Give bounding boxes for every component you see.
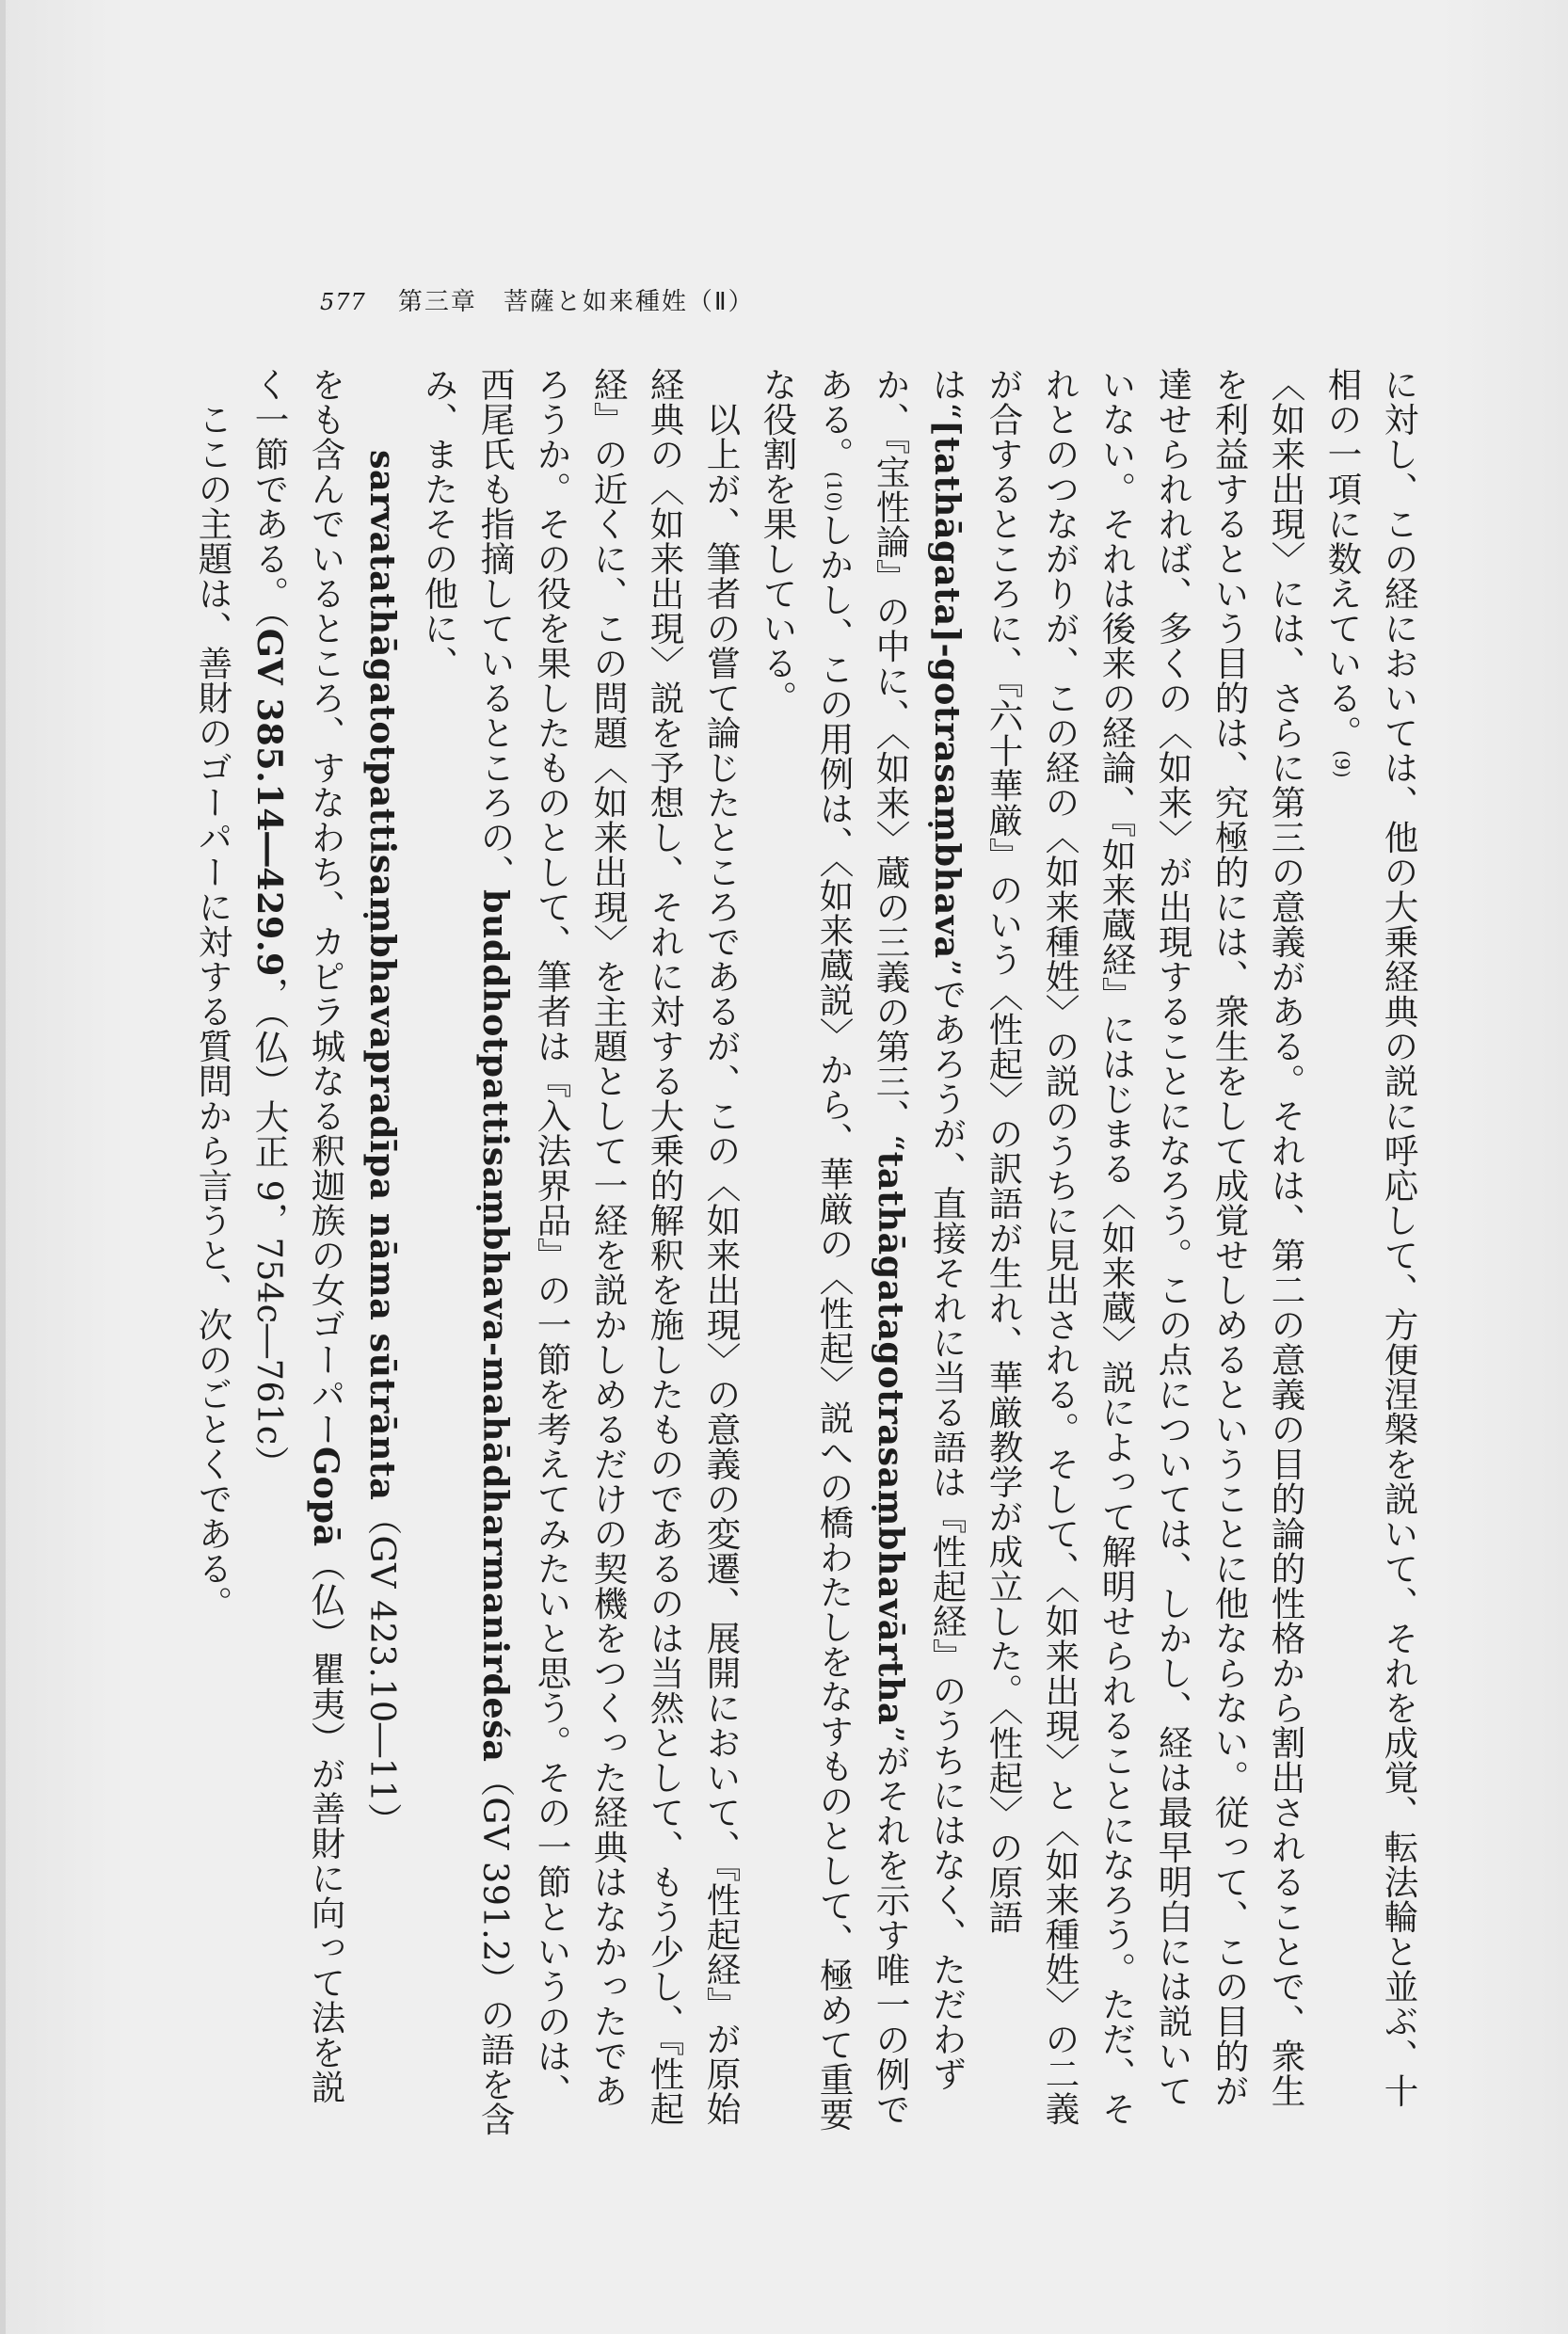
text-run: 以上が、筆者の嘗て論じたところであるが、この〈如来出現〉の意義の変遷、展開において、『性起経』が原始経典の〈如来出現〉説を予想し、それに対する大乗的解釈を施したものであるのは当然として、もう少し、『性起経』の近くに、この問題〈如来出現〉を主題として一経を説かしめるだけの契機をつくった経典はなかったであろうか。その役を果したものとして、筆者は『入法界品』の一節を考えてみたいと思う。その一節というのは、西尾氏も指摘しているところの、 bbox=[475, 367, 742, 2126]
text-run: 〈如来出現〉には、さらに第三の意義がある。それは、第二の意義の目的論的性格から割出されることで、衆生を利益するという目的は、究極的には、衆生をして成覚せしめるということに他ならない。従って、この目的が達せられれば、多くの〈如来〉が出現することになろう。この点については、しかし、経は最早明白には説いていない。それは後来の経論、『如来蔵経』にはじまる〈如来蔵〉説によって解明せられることになろう。ただ、それとのつながりが、この経の〈如来種姓〉の説のうちに見出される。そして、〈如来出現〉と〈如来種姓〉の二義が合するところに、『六十華厳』のいう〈性起〉の訳語が生れ、華厳教学が成立した。〈性起〉の原語は“ bbox=[927, 367, 1306, 2126]
text-run: ここの主題は、善財のゴーパーに対する質問から言うと、次のごとくである。 bbox=[193, 401, 233, 1621]
running-head: 第三章 菩薩と如来種姓（Ⅱ） bbox=[397, 288, 755, 316]
text-run: ，（仏）大正 9，754c―761c） bbox=[249, 976, 290, 1480]
footnote-ref: (10) bbox=[823, 472, 845, 513]
text-run: ”がそれを示す唯一の例である。 bbox=[814, 367, 911, 2127]
paragraph-p4 bbox=[354, 367, 410, 2136]
text-run: をも含んでいるところ、すなわち、カピラ城なる釈迦族の女ゴーパー bbox=[306, 367, 346, 1447]
paragraph-p2 bbox=[749, 367, 1314, 2136]
romanized-term: tathāgatagotrasaṃbhavārtha bbox=[871, 1151, 911, 1726]
paragraph-p3 bbox=[410, 367, 749, 2136]
paragraph-p5 bbox=[241, 367, 354, 2136]
page-header bbox=[320, 282, 847, 320]
paragraph-p6 bbox=[184, 367, 241, 2136]
paragraph-p1 bbox=[1314, 367, 1427, 2136]
page-binding-edge bbox=[0, 0, 6, 2334]
romanized-term: [tathāgata]-gotrasaṃbhava bbox=[927, 420, 968, 959]
text-run: しかし、この用例は、〈如来蔵説〉から、華厳の〈性起〉説への橋わたしをなすものとして、極めて重要な役割を果している。 bbox=[758, 367, 855, 2132]
body-text bbox=[193, 367, 1427, 2137]
romanized-term: buddhotpattisaṃbhava-mahādharmanirdeśa bbox=[475, 889, 516, 1763]
text-run: （仏）瞿夷）が善財に向って法を説く一節である。（ bbox=[249, 367, 346, 2104]
text-run: ”であろうが、直接それに当る語は『性起経』のうちにはなく、ただわずか、『宝性論』の中に、〈如来〉蔵の三義の第三、“ bbox=[871, 367, 968, 2091]
page-number: 577 bbox=[320, 289, 366, 315]
romanized-term: Gopā bbox=[306, 1447, 346, 1547]
romanized-term: sarvatathāgatotpattisaṃbhavapradīpa nāma sūtrānta bbox=[362, 449, 403, 1501]
romanized-term: GV 385.14―429.9 bbox=[249, 628, 290, 977]
footnote-ref: (9) bbox=[1331, 750, 1353, 778]
text-run: （GV 423.10―11） bbox=[362, 1500, 403, 1837]
text-run: に対し、この経においては、他の大乗経典の説に呼応して、方便涅槃を説いて、それを成覚、転法輪と並ぶ、十相の一項に数えている。 bbox=[1322, 367, 1419, 2108]
text-run: （GV 391.2）の語を含み、またその他に、 bbox=[419, 367, 516, 2137]
